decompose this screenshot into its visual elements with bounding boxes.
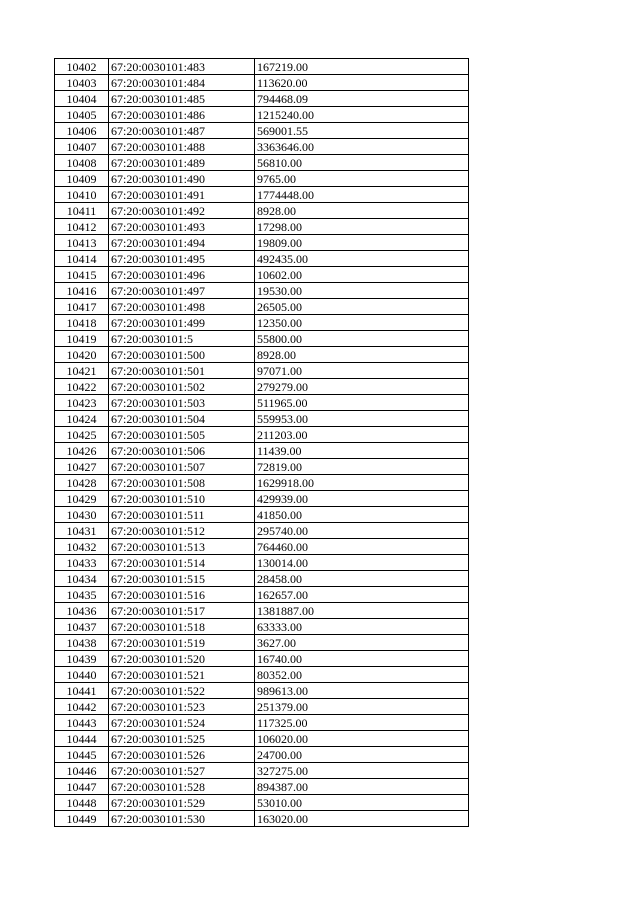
cadastral-number-cell: 67:20:0030101:502 bbox=[109, 379, 255, 395]
table-row bbox=[55, 315, 469, 331]
value-cell: 1629918.00 bbox=[255, 475, 469, 491]
cadastral-number-cell: 67:20:0030101:487 bbox=[109, 123, 255, 139]
table-row bbox=[55, 507, 469, 523]
row-number-cell: 10422 bbox=[55, 379, 109, 395]
table-row bbox=[55, 667, 469, 683]
row-number-cell: 10431 bbox=[55, 523, 109, 539]
value-cell: 989613.00 bbox=[255, 683, 469, 699]
cadastral-number-cell: 67:20:0030101:495 bbox=[109, 251, 255, 267]
row-number-cell: 10416 bbox=[55, 283, 109, 299]
table-row bbox=[55, 779, 469, 795]
cadastral-number-cell: 67:20:0030101:504 bbox=[109, 411, 255, 427]
cadastral-number-cell: 67:20:0030101:518 bbox=[109, 619, 255, 635]
cadastral-number-cell: 67:20:0030101:527 bbox=[109, 763, 255, 779]
row-number-cell: 10447 bbox=[55, 779, 109, 795]
value-cell: 8928.00 bbox=[255, 347, 469, 363]
value-cell: 26505.00 bbox=[255, 299, 469, 315]
cadastral-number-cell: 67:20:0030101:512 bbox=[109, 523, 255, 539]
table-row bbox=[55, 619, 469, 635]
table-row bbox=[55, 139, 469, 155]
row-number-cell: 10445 bbox=[55, 747, 109, 763]
value-cell: 41850.00 bbox=[255, 507, 469, 523]
value-cell: 19530.00 bbox=[255, 283, 469, 299]
row-number-cell: 10437 bbox=[55, 619, 109, 635]
table-row bbox=[55, 283, 469, 299]
row-number-cell: 10402 bbox=[55, 59, 109, 75]
value-cell: 559953.00 bbox=[255, 411, 469, 427]
row-number-cell: 10443 bbox=[55, 715, 109, 731]
cadastral-number-cell: 67:20:0030101:489 bbox=[109, 155, 255, 171]
row-number-cell: 10433 bbox=[55, 555, 109, 571]
row-number-cell: 10419 bbox=[55, 331, 109, 347]
table-row bbox=[55, 795, 469, 811]
cadastral-number-cell: 67:20:0030101:516 bbox=[109, 587, 255, 603]
table-row bbox=[55, 219, 469, 235]
row-number-cell: 10411 bbox=[55, 203, 109, 219]
value-cell: 429939.00 bbox=[255, 491, 469, 507]
cadastral-number-cell: 67:20:0030101:523 bbox=[109, 699, 255, 715]
cadastral-number-cell: 67:20:0030101:500 bbox=[109, 347, 255, 363]
cadastral-number-cell: 67:20:0030101:520 bbox=[109, 651, 255, 667]
row-number-cell: 10404 bbox=[55, 91, 109, 107]
table-row bbox=[55, 555, 469, 571]
value-cell: 1774448.00 bbox=[255, 187, 469, 203]
row-number-cell: 10442 bbox=[55, 699, 109, 715]
table-row bbox=[55, 587, 469, 603]
cadastral-number-cell: 67:20:0030101:505 bbox=[109, 427, 255, 443]
table-row bbox=[55, 171, 469, 187]
table-row bbox=[55, 539, 469, 555]
table-row bbox=[55, 59, 469, 75]
value-cell: 55800.00 bbox=[255, 331, 469, 347]
table-row bbox=[55, 715, 469, 731]
cadastral-number-cell: 67:20:0030101:507 bbox=[109, 459, 255, 475]
row-number-cell: 10425 bbox=[55, 427, 109, 443]
cadastral-number-cell: 67:20:0030101:521 bbox=[109, 667, 255, 683]
value-cell: 3363646.00 bbox=[255, 139, 469, 155]
value-cell: 12350.00 bbox=[255, 315, 469, 331]
table-row bbox=[55, 155, 469, 171]
table-row bbox=[55, 363, 469, 379]
value-cell: 251379.00 bbox=[255, 699, 469, 715]
cadastral-number-cell: 67:20:0030101:497 bbox=[109, 283, 255, 299]
row-number-cell: 10440 bbox=[55, 667, 109, 683]
row-number-cell: 10407 bbox=[55, 139, 109, 155]
cadastral-number-cell: 67:20:0030101:483 bbox=[109, 59, 255, 75]
row-number-cell: 10405 bbox=[55, 107, 109, 123]
cadastral-number-cell: 67:20:0030101:513 bbox=[109, 539, 255, 555]
cadastral-number-cell: 67:20:0030101:486 bbox=[109, 107, 255, 123]
table-row bbox=[55, 107, 469, 123]
table-row bbox=[55, 571, 469, 587]
table-row bbox=[55, 331, 469, 347]
cadastral-number-cell: 67:20:0030101:5 bbox=[109, 331, 255, 347]
cadastral-number-cell: 67:20:0030101:519 bbox=[109, 635, 255, 651]
row-number-cell: 10424 bbox=[55, 411, 109, 427]
row-number-cell: 10438 bbox=[55, 635, 109, 651]
table-row bbox=[55, 427, 469, 443]
cadastral-number-cell: 67:20:0030101:503 bbox=[109, 395, 255, 411]
table-row bbox=[55, 299, 469, 315]
cadastral-number-cell: 67:20:0030101:501 bbox=[109, 363, 255, 379]
table-row bbox=[55, 379, 469, 395]
row-number-cell: 10429 bbox=[55, 491, 109, 507]
row-number-cell: 10448 bbox=[55, 795, 109, 811]
cadastral-number-cell: 67:20:0030101:506 bbox=[109, 443, 255, 459]
table-body bbox=[55, 59, 469, 827]
value-cell: 117325.00 bbox=[255, 715, 469, 731]
table-row bbox=[55, 763, 469, 779]
cadastral-number-cell: 67:20:0030101:496 bbox=[109, 267, 255, 283]
value-cell: 72819.00 bbox=[255, 459, 469, 475]
cadastral-number-cell: 67:20:0030101:492 bbox=[109, 203, 255, 219]
row-number-cell: 10434 bbox=[55, 571, 109, 587]
value-cell: 53010.00 bbox=[255, 795, 469, 811]
table-row bbox=[55, 443, 469, 459]
table-row bbox=[55, 395, 469, 411]
row-number-cell: 10446 bbox=[55, 763, 109, 779]
cadastral-number-cell: 67:20:0030101:498 bbox=[109, 299, 255, 315]
table-row bbox=[55, 187, 469, 203]
value-cell: 24700.00 bbox=[255, 747, 469, 763]
row-number-cell: 10423 bbox=[55, 395, 109, 411]
data-table bbox=[54, 58, 469, 827]
table-row bbox=[55, 75, 469, 91]
cadastral-number-cell: 67:20:0030101:488 bbox=[109, 139, 255, 155]
cadastral-number-cell: 67:20:0030101:529 bbox=[109, 795, 255, 811]
table-row bbox=[55, 491, 469, 507]
row-number-cell: 10418 bbox=[55, 315, 109, 331]
table-row bbox=[55, 523, 469, 539]
row-number-cell: 10406 bbox=[55, 123, 109, 139]
value-cell: 1215240.00 bbox=[255, 107, 469, 123]
value-cell: 130014.00 bbox=[255, 555, 469, 571]
row-number-cell: 10421 bbox=[55, 363, 109, 379]
cadastral-number-cell: 67:20:0030101:526 bbox=[109, 747, 255, 763]
cadastral-number-cell: 67:20:0030101:517 bbox=[109, 603, 255, 619]
value-cell: 327275.00 bbox=[255, 763, 469, 779]
table-row bbox=[55, 91, 469, 107]
value-cell: 794468.09 bbox=[255, 91, 469, 107]
row-number-cell: 10415 bbox=[55, 267, 109, 283]
row-number-cell: 10439 bbox=[55, 651, 109, 667]
value-cell: 3627.00 bbox=[255, 635, 469, 651]
cadastral-number-cell: 67:20:0030101:528 bbox=[109, 779, 255, 795]
value-cell: 106020.00 bbox=[255, 731, 469, 747]
value-cell: 63333.00 bbox=[255, 619, 469, 635]
cadastral-number-cell: 67:20:0030101:490 bbox=[109, 171, 255, 187]
value-cell: 97071.00 bbox=[255, 363, 469, 379]
table-row bbox=[55, 747, 469, 763]
table-row bbox=[55, 811, 469, 827]
cadastral-number-cell: 67:20:0030101:494 bbox=[109, 235, 255, 251]
row-number-cell: 10441 bbox=[55, 683, 109, 699]
table-row bbox=[55, 411, 469, 427]
value-cell: 295740.00 bbox=[255, 523, 469, 539]
cadastral-number-cell: 67:20:0030101:491 bbox=[109, 187, 255, 203]
cadastral-number-cell: 67:20:0030101:485 bbox=[109, 91, 255, 107]
value-cell: 16740.00 bbox=[255, 651, 469, 667]
cadastral-number-cell: 67:20:0030101:493 bbox=[109, 219, 255, 235]
row-number-cell: 10432 bbox=[55, 539, 109, 555]
row-number-cell: 10449 bbox=[55, 811, 109, 827]
value-cell: 11439.00 bbox=[255, 443, 469, 459]
table-row bbox=[55, 603, 469, 619]
value-cell: 167219.00 bbox=[255, 59, 469, 75]
row-number-cell: 10435 bbox=[55, 587, 109, 603]
cadastral-number-cell: 67:20:0030101:530 bbox=[109, 811, 255, 827]
row-number-cell: 10409 bbox=[55, 171, 109, 187]
table-row bbox=[55, 267, 469, 283]
row-number-cell: 10436 bbox=[55, 603, 109, 619]
cadastral-number-cell: 67:20:0030101:499 bbox=[109, 315, 255, 331]
value-cell: 279279.00 bbox=[255, 379, 469, 395]
row-number-cell: 10414 bbox=[55, 251, 109, 267]
table-row bbox=[55, 635, 469, 651]
value-cell: 56810.00 bbox=[255, 155, 469, 171]
table-row bbox=[55, 699, 469, 715]
value-cell: 569001.55 bbox=[255, 123, 469, 139]
table-row bbox=[55, 203, 469, 219]
value-cell: 492435.00 bbox=[255, 251, 469, 267]
table-row bbox=[55, 347, 469, 363]
row-number-cell: 10410 bbox=[55, 187, 109, 203]
row-number-cell: 10444 bbox=[55, 731, 109, 747]
cadastral-number-cell: 67:20:0030101:511 bbox=[109, 507, 255, 523]
cadastral-number-cell: 67:20:0030101:484 bbox=[109, 75, 255, 91]
value-cell: 894387.00 bbox=[255, 779, 469, 795]
table-row bbox=[55, 235, 469, 251]
table-row bbox=[55, 651, 469, 667]
value-cell: 28458.00 bbox=[255, 571, 469, 587]
value-cell: 17298.00 bbox=[255, 219, 469, 235]
table-row bbox=[55, 731, 469, 747]
value-cell: 511965.00 bbox=[255, 395, 469, 411]
cadastral-number-cell: 67:20:0030101:524 bbox=[109, 715, 255, 731]
table-row bbox=[55, 475, 469, 491]
value-cell: 8928.00 bbox=[255, 203, 469, 219]
cadastral-number-cell: 67:20:0030101:514 bbox=[109, 555, 255, 571]
cadastral-number-cell: 67:20:0030101:522 bbox=[109, 683, 255, 699]
row-number-cell: 10426 bbox=[55, 443, 109, 459]
table-row bbox=[55, 123, 469, 139]
value-cell: 80352.00 bbox=[255, 667, 469, 683]
value-cell: 211203.00 bbox=[255, 427, 469, 443]
value-cell: 10602.00 bbox=[255, 267, 469, 283]
cadastral-number-cell: 67:20:0030101:525 bbox=[109, 731, 255, 747]
value-cell: 1381887.00 bbox=[255, 603, 469, 619]
row-number-cell: 10413 bbox=[55, 235, 109, 251]
value-cell: 19809.00 bbox=[255, 235, 469, 251]
value-cell: 764460.00 bbox=[255, 539, 469, 555]
row-number-cell: 10417 bbox=[55, 299, 109, 315]
value-cell: 113620.00 bbox=[255, 75, 469, 91]
row-number-cell: 10428 bbox=[55, 475, 109, 491]
table-row bbox=[55, 251, 469, 267]
cadastral-number-cell: 67:20:0030101:515 bbox=[109, 571, 255, 587]
row-number-cell: 10430 bbox=[55, 507, 109, 523]
value-cell: 163020.00 bbox=[255, 811, 469, 827]
table-row bbox=[55, 459, 469, 475]
value-cell: 9765.00 bbox=[255, 171, 469, 187]
row-number-cell: 10420 bbox=[55, 347, 109, 363]
table-row bbox=[55, 683, 469, 699]
row-number-cell: 10408 bbox=[55, 155, 109, 171]
row-number-cell: 10427 bbox=[55, 459, 109, 475]
row-number-cell: 10412 bbox=[55, 219, 109, 235]
row-number-cell: 10403 bbox=[55, 75, 109, 91]
cadastral-number-cell: 67:20:0030101:510 bbox=[109, 491, 255, 507]
value-cell: 162657.00 bbox=[255, 587, 469, 603]
cadastral-number-cell: 67:20:0030101:508 bbox=[109, 475, 255, 491]
